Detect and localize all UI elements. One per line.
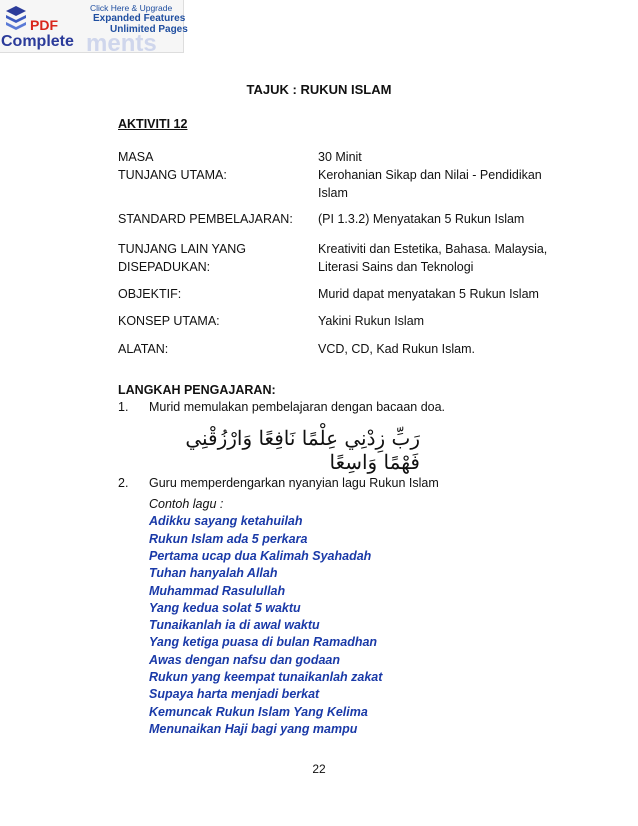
arabic-doa: رَبِّ زِدْنِي عِلْمًا نَافِعًا وَارْزُقْنِي فَهْمًا وَاسِعًا (185, 426, 420, 474)
song-heading: Contoh lagu : (149, 497, 224, 511)
pdf-upgrade-badge[interactable] (0, 0, 188, 57)
song-line: Adikku sayang ketahuilah (149, 514, 303, 529)
row-value-tunjang-utama: Kerohanian Sikap dan Nilai - Pendidikan Islam (318, 168, 542, 200)
song-line: Kemuncak Rukun Islam Yang Kelima (149, 704, 368, 719)
song-line: Awas dengan nafsu dan godaan (149, 652, 340, 667)
song-line: Tuhan hanyalah Allah (149, 566, 278, 581)
song-line: Muhammad Rasulullah (149, 583, 286, 598)
row-value-tunjang-lain: Kreativiti dan Estetika, Bahasa. Malaysia, Literasi Sains dan Teknologi (318, 242, 548, 274)
row-label-standard: STANDARD PEMBELAJARAN: (118, 212, 293, 226)
song-line: Rukun yang keempat tunaikanlah zakat (149, 670, 383, 684)
row-label-objektif: OBJEKTIF: (118, 287, 182, 301)
badge-ghost-text: ments (86, 30, 157, 57)
activity-heading: AKTIVITI 12 (118, 117, 188, 131)
row-value-standard: (PI 1.3.2) Menyatakan 5 Rukun Islam (318, 212, 525, 226)
step1-number: 1. (118, 400, 129, 414)
badge-upgrade-link[interactable]: Click Here & Upgrade (90, 3, 173, 13)
row-label-tunjang-lain: TUNJANG LAIN YANG DISEPADUKAN: (118, 242, 247, 274)
song-line: Menunaikan Haji bagi yang mampu (149, 721, 358, 736)
step2-text: Guru memperdengarkan nyanyian lagu Rukun Islam (149, 476, 439, 490)
row-value-konsep: Yakini Rukun Islam (318, 314, 425, 328)
steps-heading: LANGKAH PENGAJARAN: (118, 383, 276, 397)
step1-text: Murid memulakan pembelajaran dengan bacaan doa. (149, 400, 446, 414)
song-line: Pertama ucap dua Kalimah Syahadah (149, 548, 372, 563)
row-value-masa: 30 Minit (318, 150, 362, 164)
row-value-objektif: Murid dapat menyatakan 5 Rukun Islam (318, 287, 539, 301)
song-line: Yang ketiga puasa di bulan Ramadhan (149, 635, 378, 650)
step2-number: 2. (118, 476, 129, 490)
badge-pages-text: Unlimited Pages (110, 24, 188, 35)
badge-features-text: Expanded Features (93, 13, 186, 24)
row-label-konsep: KONSEP UTAMA: (118, 314, 220, 328)
row-value-alatan: VCD, CD, Kad Rukun Islam. (318, 342, 475, 356)
song-line: Supaya harta menjadi berkat (149, 687, 320, 702)
row-label-alatan: ALATAN: (118, 342, 169, 356)
page-title: TAJUK : RUKUN ISLAM (246, 82, 392, 97)
page-number: 22 (312, 762, 326, 776)
song-line: Yang kedua solat 5 waktu (149, 600, 301, 615)
row-label-masa: MASA (118, 150, 154, 164)
stack-icon (4, 4, 28, 34)
song-line: Tunaikanlah ia di awal waktu (149, 618, 320, 633)
row-label-tunjang-utama: TUNJANG UTAMA: (118, 168, 227, 182)
badge-pdf-label: PDF (30, 17, 58, 33)
badge-complete-label: Complete (1, 33, 74, 50)
song-line: Rukun Islam ada 5 perkara (149, 531, 308, 546)
